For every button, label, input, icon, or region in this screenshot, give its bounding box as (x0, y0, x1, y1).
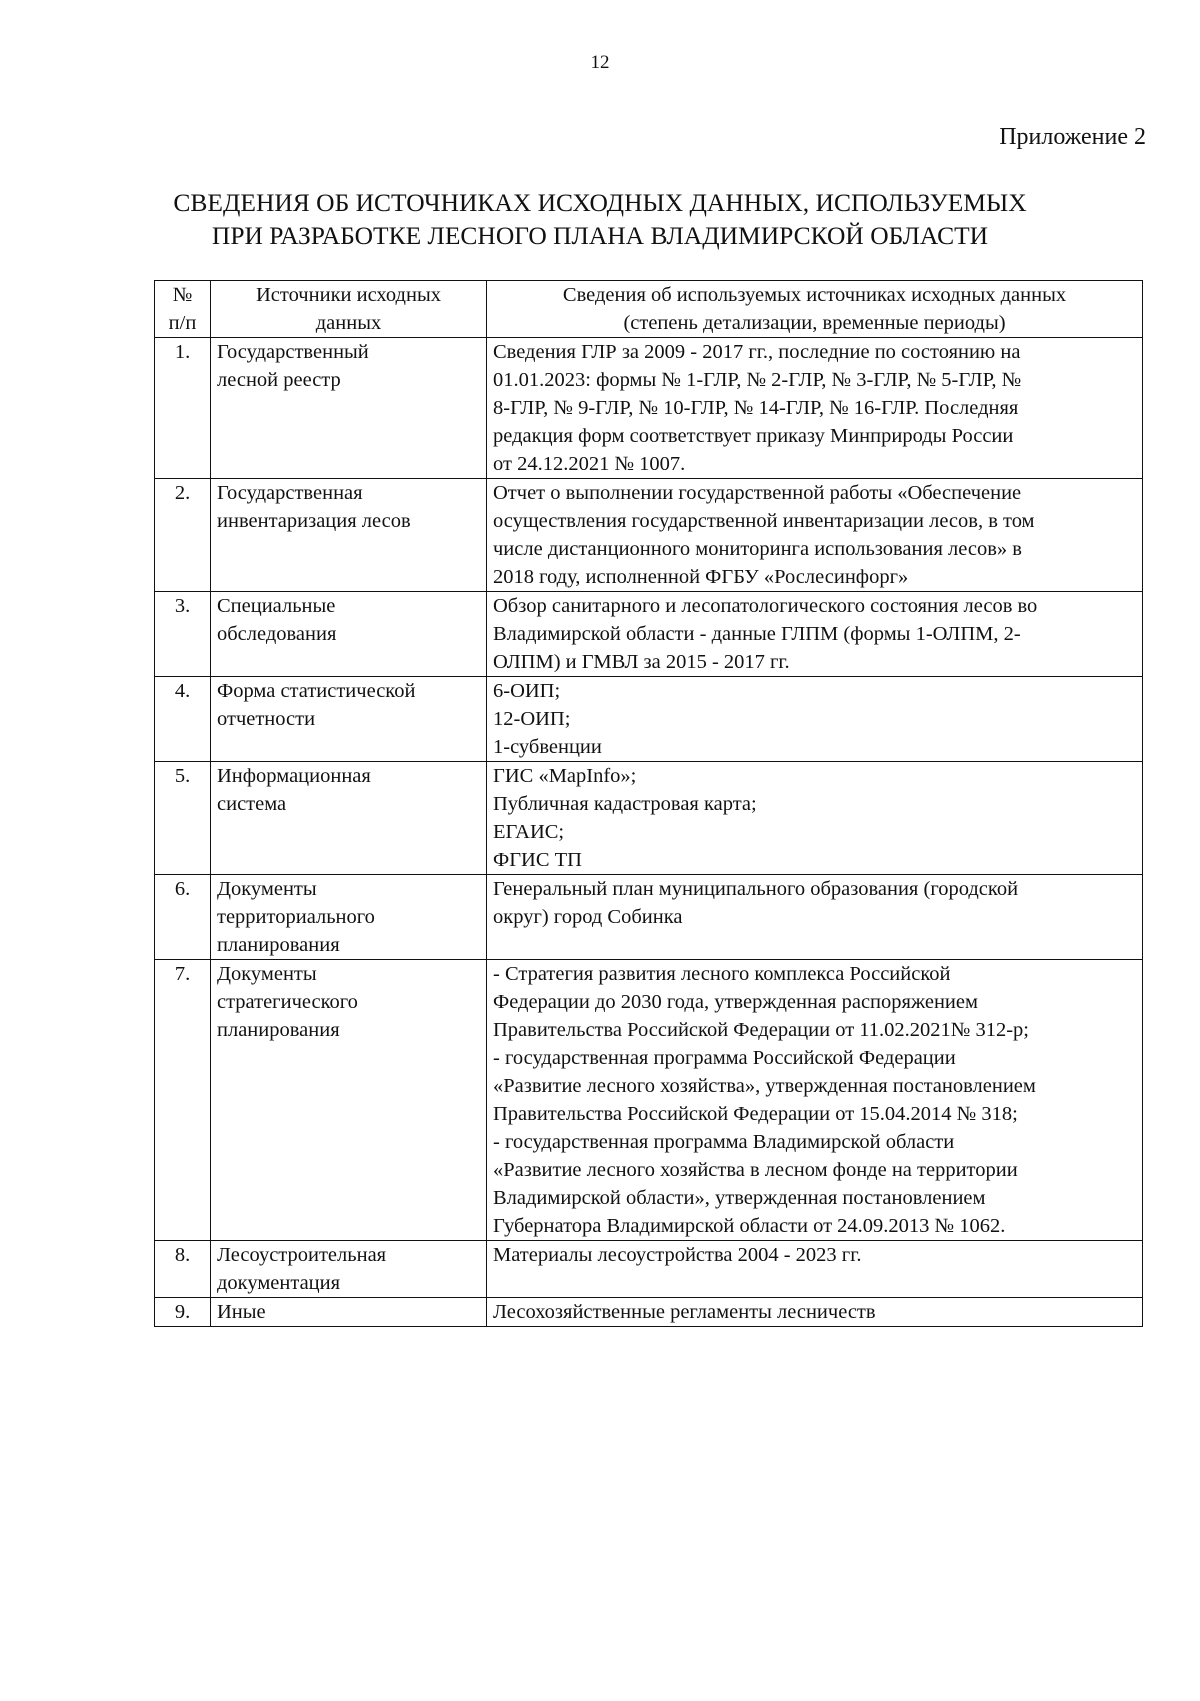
source-line: обследования (217, 623, 337, 645)
source-line: стратегического (217, 991, 358, 1013)
description-line: 12-ОИП; (493, 708, 571, 730)
description-line: - государственная программа Российской Федерации (493, 1047, 956, 1069)
source-line: Иные (217, 1301, 266, 1323)
source-line: инвентаризация лесов (217, 510, 411, 532)
table-body (155, 338, 1143, 1327)
source-line: система (217, 793, 287, 815)
description-line: Отчет о выполнении государственной работы «Обеспечение (493, 482, 1022, 504)
description-line: 2018 году, исполненной ФГБУ «Рослесинфорг» (493, 566, 909, 588)
description-line: Владимирской области - данные ГЛПМ (формы 1-ОЛПМ, 2- (493, 623, 1021, 645)
header-source-line: Источники исходных (256, 284, 441, 306)
description-line: «Развитие лесного хозяйства», утвержденная постановлением (493, 1075, 1036, 1097)
row-number: 3. (155, 592, 211, 677)
document-title (80, 186, 1120, 252)
description-line: от 24.12.2021 № 1007. (493, 453, 686, 475)
row-number: 4. (155, 677, 211, 762)
description-line: Генеральный план муниципального образования (городской (493, 878, 1019, 900)
row-description (487, 338, 1143, 479)
title-line: СВЕДЕНИЯ ОБ ИСТОЧНИКАХ ИСХОДНЫХ ДАННЫХ, ИСПОЛЬЗУЕМЫХ (173, 188, 1027, 217)
source-line: лесной реестр (217, 369, 341, 391)
source-line: Информационная (217, 765, 371, 787)
description-line: 1-субвенции (493, 736, 602, 758)
row-description (487, 960, 1143, 1241)
row-source (211, 1241, 487, 1298)
header-num-line: № (172, 284, 193, 306)
description-line: 6-ОИП; (493, 680, 561, 702)
description-line: ЕГАИС; (493, 821, 565, 843)
header-source (211, 281, 487, 338)
description-line: Владимирской области», утвержденная постановлением (493, 1187, 986, 1209)
header-num (155, 281, 211, 338)
row-number: 6. (155, 875, 211, 960)
description-line: числе дистанционного мониторинга использования лесов» в (493, 538, 1022, 560)
source-line: Документы (217, 878, 317, 900)
row-source (211, 960, 487, 1241)
row-source (211, 1298, 487, 1327)
appendix-label: Приложение 2 (999, 124, 1146, 150)
description-line: Публичная кадастровая карта; (493, 793, 757, 815)
row-number: 1. (155, 338, 211, 479)
row-description (487, 762, 1143, 875)
header-description (487, 281, 1143, 338)
description-line: Федерации до 2030 года, утвержденная распоряжением (493, 991, 978, 1013)
table-row (155, 479, 1143, 592)
table-row (155, 592, 1143, 677)
description-line: Сведения ГЛР за 2009 - 2017 гг., последние по состоянию на (493, 341, 1021, 363)
row-description (487, 1298, 1143, 1327)
row-source (211, 479, 487, 592)
header-description-line: Сведения об используемых источниках исходных данных (562, 284, 1067, 306)
row-description (487, 677, 1143, 762)
row-source (211, 338, 487, 479)
source-line: Государственный (217, 341, 369, 363)
description-line: «Развитие лесного хозяйства в лесном фонде на территории (493, 1159, 1018, 1181)
table-header-row (155, 281, 1143, 338)
header-num-line: п/п (168, 312, 197, 334)
description-line: Лесохозяйственные регламенты лесничеств (493, 1301, 876, 1323)
source-line: Государственная (217, 482, 363, 504)
data-sources-table (154, 280, 1143, 1327)
source-line: отчетности (217, 708, 316, 730)
description-line: 8-ГЛР, № 9-ГЛР, № 10-ГЛР, № 14-ГЛР, № 16-ГЛР. Последняя (493, 397, 1019, 419)
description-line: 01.01.2023: формы № 1-ГЛР, № 2-ГЛР, № 3-ГЛР, № 5-ГЛР, № (493, 369, 1022, 391)
row-number: 2. (155, 479, 211, 592)
description-line: осуществления государственной инвентаризации лесов, в том (493, 510, 1035, 532)
source-line: Форма статистической (217, 680, 416, 702)
row-description (487, 1241, 1143, 1298)
description-line: Обзор санитарного и лесопатологического состояния лесов во (493, 595, 1038, 617)
source-line: планирования (217, 1019, 340, 1041)
table-row (155, 677, 1143, 762)
description-line: редакция форм соответствует приказу Минприроды России (493, 425, 1014, 447)
source-line: территориального (217, 906, 375, 928)
header-description-line: (степень детализации, временные периоды) (623, 312, 1006, 334)
source-line: Специальные (217, 595, 336, 617)
table-row (155, 1298, 1143, 1327)
title-line: ПРИ РАЗРАБОТКЕ ЛЕСНОГО ПЛАНА ВЛАДИМИРСКОЙ ОБЛАСТИ (211, 221, 989, 250)
row-description (487, 592, 1143, 677)
row-number: 8. (155, 1241, 211, 1298)
row-source (211, 875, 487, 960)
source-line: документация (217, 1272, 341, 1294)
description-line: ОЛПМ) и ГМВЛ за 2015 - 2017 гг. (493, 651, 790, 673)
source-line: Документы (217, 963, 317, 985)
source-line: планирования (217, 934, 340, 956)
row-number: 5. (155, 762, 211, 875)
row-description (487, 479, 1143, 592)
table-row (155, 762, 1143, 875)
description-line: ФГИС ТП (493, 849, 582, 871)
source-line: Лесоустроительная (217, 1244, 387, 1266)
table-row (155, 338, 1143, 479)
description-line: ГИС «MapInfo»; (493, 765, 637, 787)
description-line: Материалы лесоустройства 2004 - 2023 гг. (493, 1244, 862, 1266)
row-source (211, 677, 487, 762)
description-line: - государственная программа Владимирской области (493, 1131, 955, 1153)
table-row (155, 960, 1143, 1241)
page-number: 12 (590, 52, 610, 73)
table-row (155, 1241, 1143, 1298)
header-source-line: данных (315, 312, 382, 334)
row-source (211, 762, 487, 875)
description-line: Правительства Российской Федерации от 11.02.2021№ 312-р; (493, 1019, 1029, 1041)
description-line: Губернатора Владимирской области от 24.09.2013 № 1062. (493, 1215, 1006, 1237)
description-line: округ) город Собинка (493, 906, 683, 928)
description-line: - Стратегия развития лесного комплекса Российской (493, 963, 951, 985)
row-number: 7. (155, 960, 211, 1241)
row-description (487, 875, 1143, 960)
row-number: 9. (155, 1298, 211, 1327)
description-line: Правительства Российской Федерации от 15.04.2014 № 318; (493, 1103, 1018, 1125)
table-row (155, 875, 1143, 960)
row-source (211, 592, 487, 677)
